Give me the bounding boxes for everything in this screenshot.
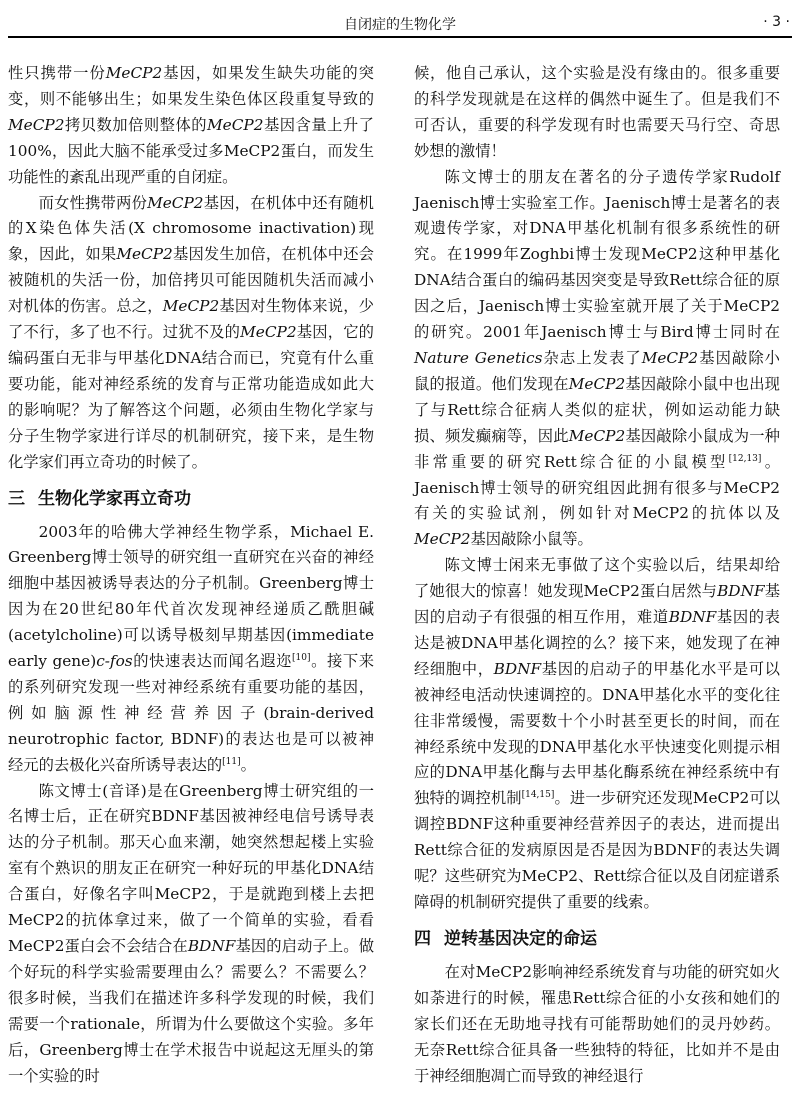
paragraph: 陈文博士(音译)是在Greenberg博士研究组的一名博士后，正在研究BDNF基因被神经电信号诱导表达的分子机制。那天心血来潮，她突然想起楼上实验室有个熟识的朋友正在研究一种好玩的甲基化DNA结合蛋白，好像名字叫MeCP2，于是就跑到楼上去把MeCP2的抗体拿过来，做了一个简单的实验，看看MeCP2蛋白会不会结合在BDNF基因的启动子上。做个好玩的科学实验需要理由么？需要么？不需要么？很多时候，当我们在描述许多科学发现的时候，我们需要一个rationale，所谓为什么要做这个实验。多年后，Greenberg博士在学术报告中说起这无厘头的第一个实验的时 [8, 781, 374, 1085]
running-title: 自闭症的生物化学 [344, 17, 456, 33]
paragraph: 2003年的哈佛大学神经生物学系，Michael E. Greenberg博士领导的研究组一直研究在兴奋的神经细胞中基因被诱导表达的分子机制。Greenberg博士因为在20世纪80年代首次发现神经递质乙酰胆碱(acetylcholine)可以诱导极刻早期基因(immediate early gene)c-fos的快速表达而闻名遐迩[10]。接下来的系列研究发现一些对神经系统有重要功能的基因，例如脑源性神经营养因子(brain-derived neurotrophic factor, BDNF)的表达也是可以被神经元的去极化兴奋所诱导表达的[11]。 [8, 522, 374, 774]
paragraph: 陈文博士闲来无事做了这个实验以后，结果却给了她很大的惊喜！她发现MeCP2蛋白居然与BDNF基因的启动子有很强的相互作用，难道BDNF基因的表达是被DNA甲基化调控的么？接下来，她发现了在神经细胞中，BDNF基因的启动子的甲基化水平是可以被神经电活动快速调控的。DNA甲基化水平的变化往往非常缓慢，需要数十个小时甚至更长的时间，而在神经系统中发现的DNA甲基化水平快速变化则提示相应的DNA甲基化酶与去甲基化酶系统在神经系统中有独特的调控机制[14,15]。进一步研究还发现MeCP2可以调控BDNF这种重要神经营养因子的表达，进而提出Rett综合征的发病原因是否是因为BDNF的表达失调呢？这些研究为MeCP2、Rett综合征以及自闭症谱系障碍的机制研究提供了重要的线索。 [414, 556, 780, 911]
paragraph: 而女性携带两份MeCP2基因，在机体中还有随机的X染色体失活(X chromosome inactivation)现象，因此，如果MeCP2基因发生加倍，在机体中还会被随机的失活一份，加倍拷贝可能因随机失活而减小对机体的伤害。总之，MeCP2基因对生物体来说，少了不行，多了也不行。过犹不及的MeCP2基因，它的编码蛋白无非与甲基化DNA结合而已，究竟有什么重要功能，能对神经系统的发育与正常功能造成如此大的影响呢？为了解答这个问题，必须由生物化学家与分子生物学家进行详尽的机制研究，接下来，是生物化学家们再立奇功的时候了。 [8, 193, 374, 471]
paragraph: 性只携带一份MeCP2基因，如果发生缺失功能的突变，则不能够出生；如果发生染色体区段重复导致的MeCP2拷贝数加倍则整体的MeCP2基因含量上升了100%，因此大脑不能承受过多MeCP2蛋白，而发生功能性的紊乱出现严重的自闭症。 [8, 64, 374, 186]
left-column [8, 61, 374, 1089]
section-heading [414, 926, 780, 952]
section-number: 三 [8, 488, 25, 509]
section-title: 生物化学家再立奇功 [38, 488, 191, 509]
section-number: 四 [414, 928, 431, 949]
paragraph: 陈文博士的朋友在著名的分子遗传学家Rudolf Jaenisch博士实验室工作。Jaenisch博士是著名的表观遗传学家，对DNA甲基化机制有很多系统性的研究。在1999年Zoghbi博士发现MeCP2这种甲基化DNA结合蛋白的编码基因突变是导致Rett综合征的原因之后，Jaenisch博士实验室就开展了关于MeCP2的研究。2001年Jaenisch博士与Bird博士同时在Nature Genetics杂志上发表了MeCP2基因敲除小鼠的报道。他们发现在MeCP2基因敲除小鼠中也出现了与Rett综合征病人类似的症状，例如运动能力缺损、频发癫痫等，因此MeCP2基因敲除小鼠成为一种非常重要的研究Rett综合征的小鼠模型[12,13]。Jaenisch博士领导的研究组因此拥有很多与MeCP2有关的实验试剂，例如针对MeCP2的抗体以及MeCP2基因敲除小鼠等。 [414, 167, 780, 549]
paragraph: 候，他自己承认，这个实验是没有缘由的。很多重要的科学发现就是在这样的偶然中诞生了。但是我们不可否认，重要的科学发现有时也需要天马行空、奇思妙想的激情！ [414, 64, 780, 160]
page-number: · 3 · [763, 14, 790, 30]
right-column [414, 61, 780, 1089]
page-header [8, 6, 792, 38]
section-title: 逆转基因决定的命运 [444, 928, 597, 949]
paragraph: 在对MeCP2影响神经系统发育与功能的研究如火如荼进行的时候，罹患Rett综合征的小女孩和她们的家长们还在无助地寻找有可能帮助她们的灵丹妙药。无奈Rett综合征具备一些独特的特征，比如并不是由于神经细胞凋亡而导致的神经退行 [414, 962, 780, 1085]
section-heading [8, 486, 374, 512]
